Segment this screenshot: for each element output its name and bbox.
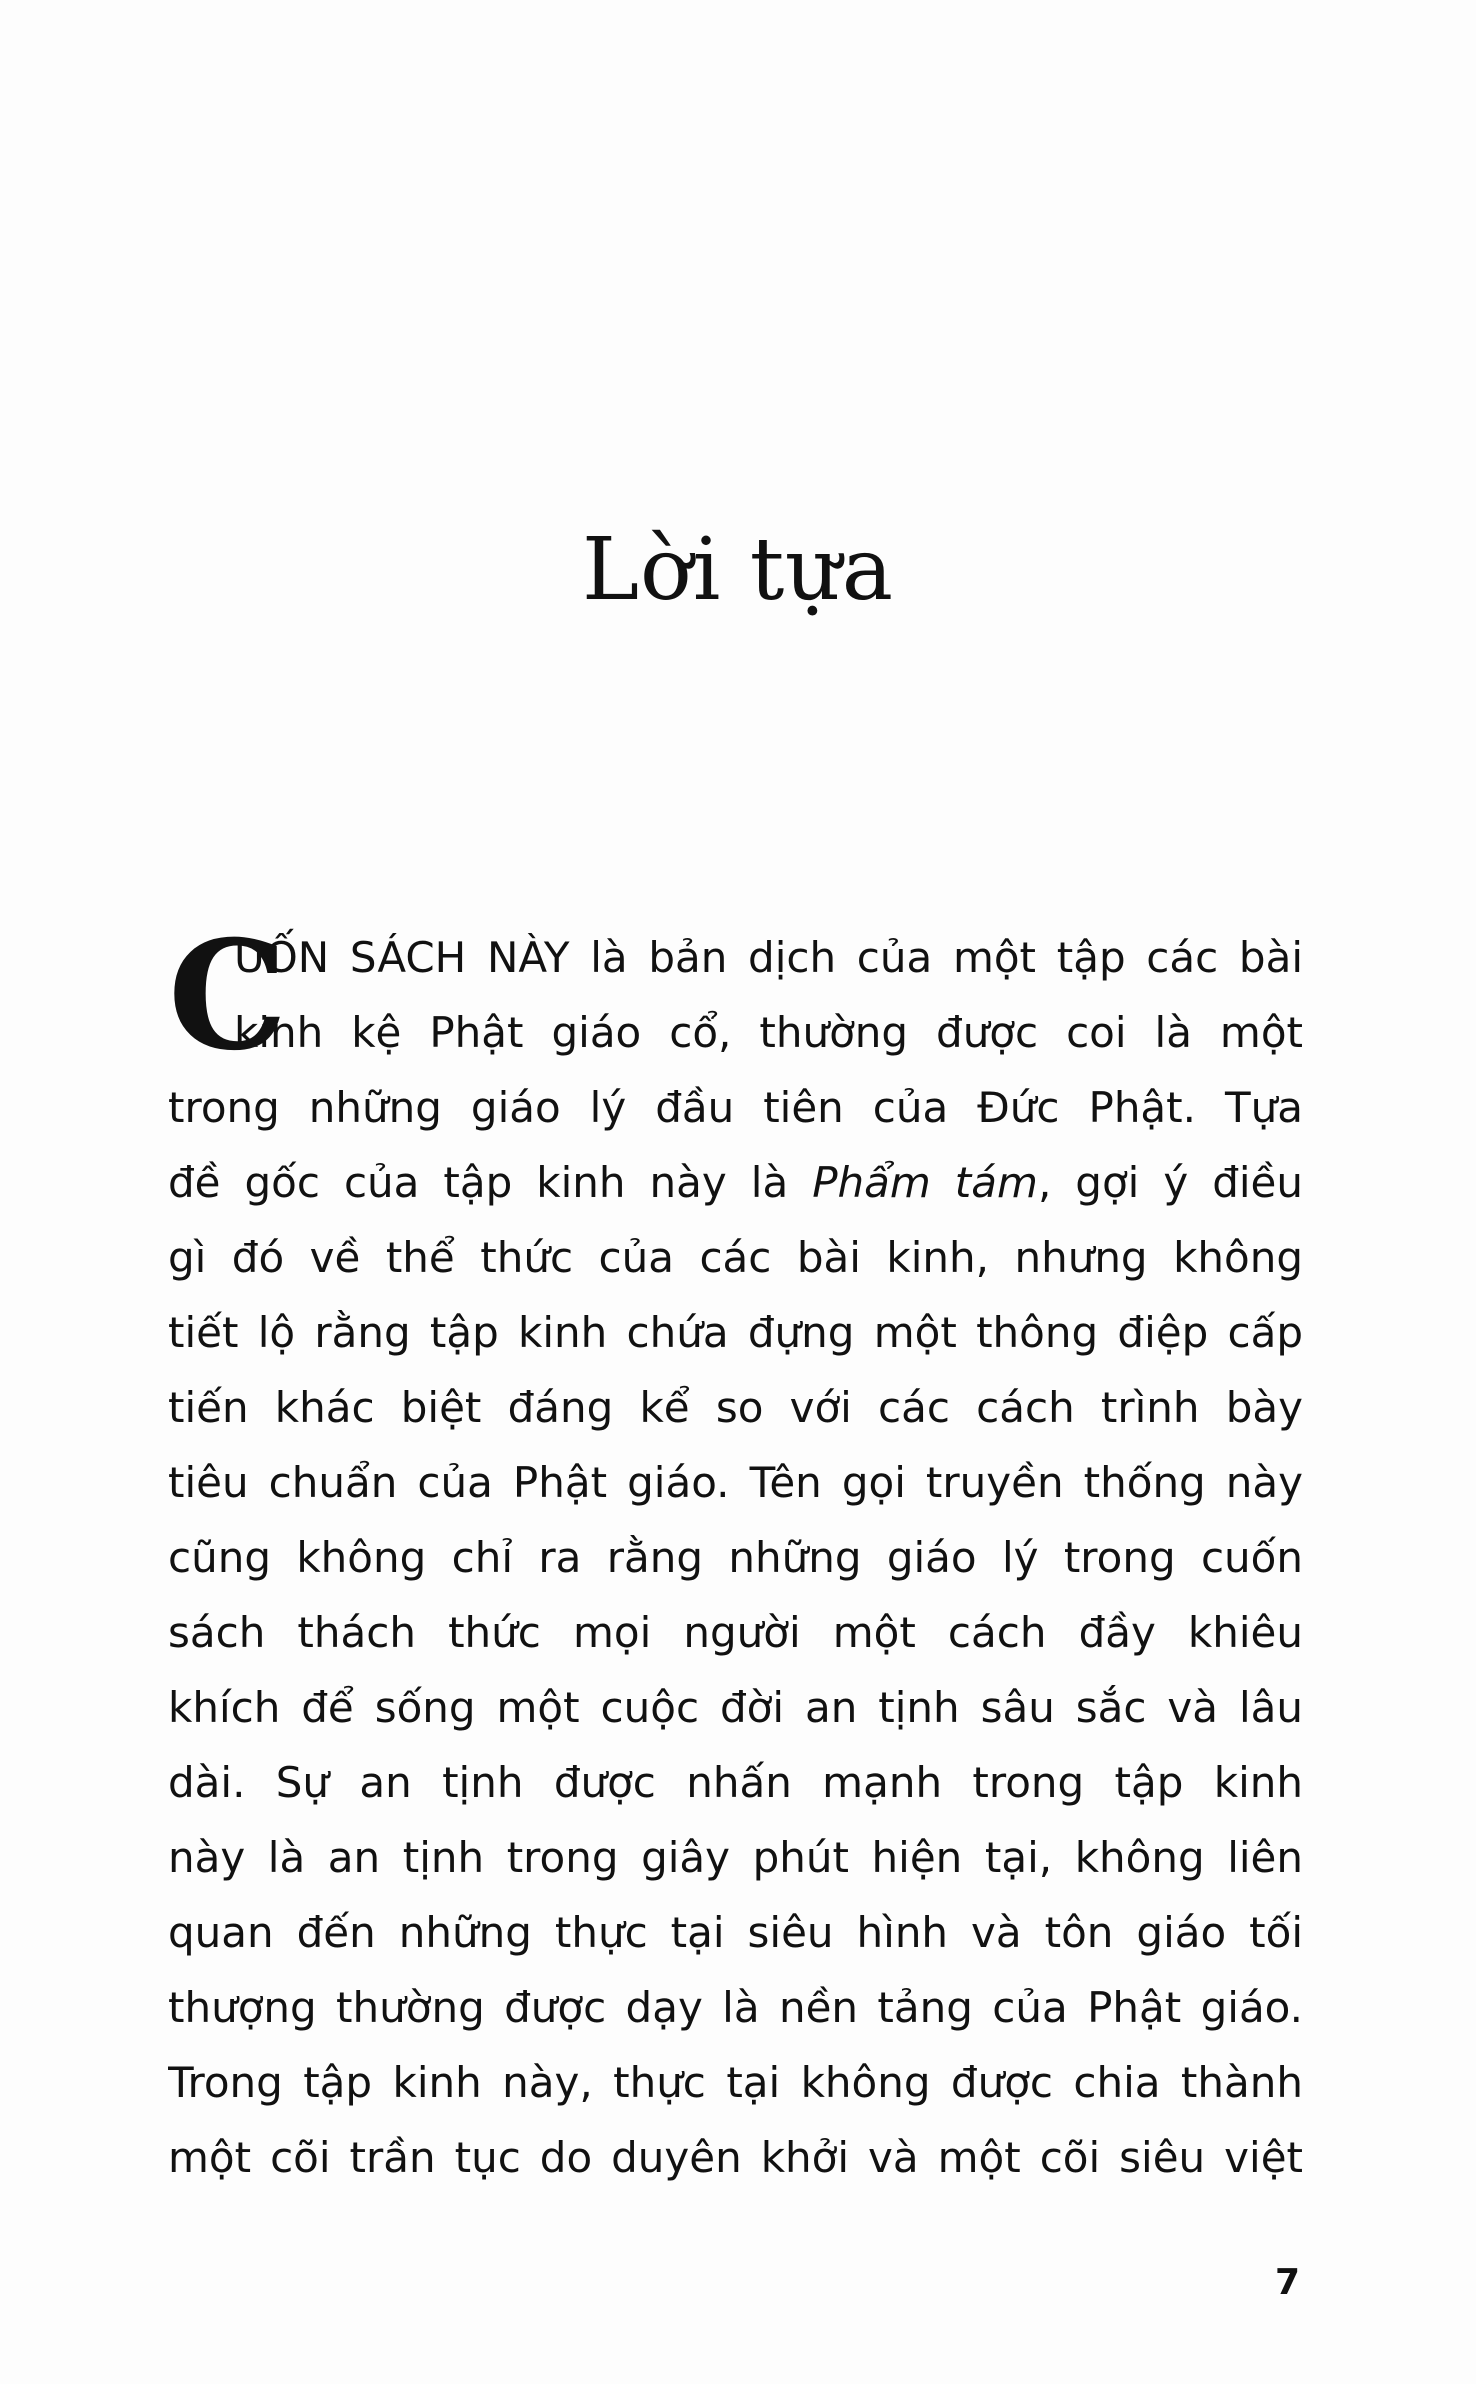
text-line: dài. Sự an tịnh được nhấn mạnh trong tập kinh <box>168 1758 1303 1807</box>
text-line <box>168 1145 1303 1220</box>
text-line: Trong tập kinh này, thực tại không được chia thành <box>168 2058 1303 2107</box>
text-line: tiêu chuẩn của Phật giáo. Tên gọi truyền thống này <box>168 1458 1303 1507</box>
page-number: 7 <box>1274 2262 1300 2303</box>
text-line: quan đến những thực tại siêu hình và tôn giáo tối <box>168 1908 1303 1957</box>
text-line: một cõi trần tục do duyên khởi và một cõi siêu việt <box>168 2133 1303 2182</box>
text-line: tiết lộ rằng tập kinh chứa đựng một thông điệp cấp <box>168 1308 1303 1357</box>
text-line: khích để sống một cuộc đời an tịnh sâu sắc và lâu <box>168 1683 1303 1732</box>
drop-cap: C <box>168 908 288 1084</box>
text-line: này là an tịnh trong giây phút hiện tại, không liên <box>168 1833 1303 1882</box>
text-line: tiến khác biệt đáng kể so với các cách trình bày <box>168 1383 1303 1432</box>
text-line: kinh kệ Phật giáo cổ, thường được coi là một <box>234 1008 1303 1057</box>
text-line-head: đề gốc của tập kinh này là <box>168 1158 789 1207</box>
text-line: trong những giáo lý đầu tiên của Đức Phật. Tựa <box>168 1083 1303 1132</box>
text-line-tail: , gợi ý điều <box>1037 1158 1303 1207</box>
text-line: UỐN SÁCH NÀY là bản dịch của một tập các bài <box>234 933 1303 982</box>
text-line: thượng thường được dạy là nền tảng của Phật giáo. <box>168 1983 1303 2032</box>
chapter-title: Lời tựa <box>582 520 894 620</box>
text-line: sách thách thức mọi người một cách đầy khiêu <box>168 1608 1303 1657</box>
book-title-italic: Phẩm tám <box>812 1158 1038 1207</box>
text-line: gì đó về thể thức của các bài kinh, nhưng không <box>168 1233 1303 1282</box>
body-paragraph <box>168 908 1303 2195</box>
text-line: cũng không chỉ ra rằng những giáo lý trong cuốn <box>168 1533 1303 1582</box>
